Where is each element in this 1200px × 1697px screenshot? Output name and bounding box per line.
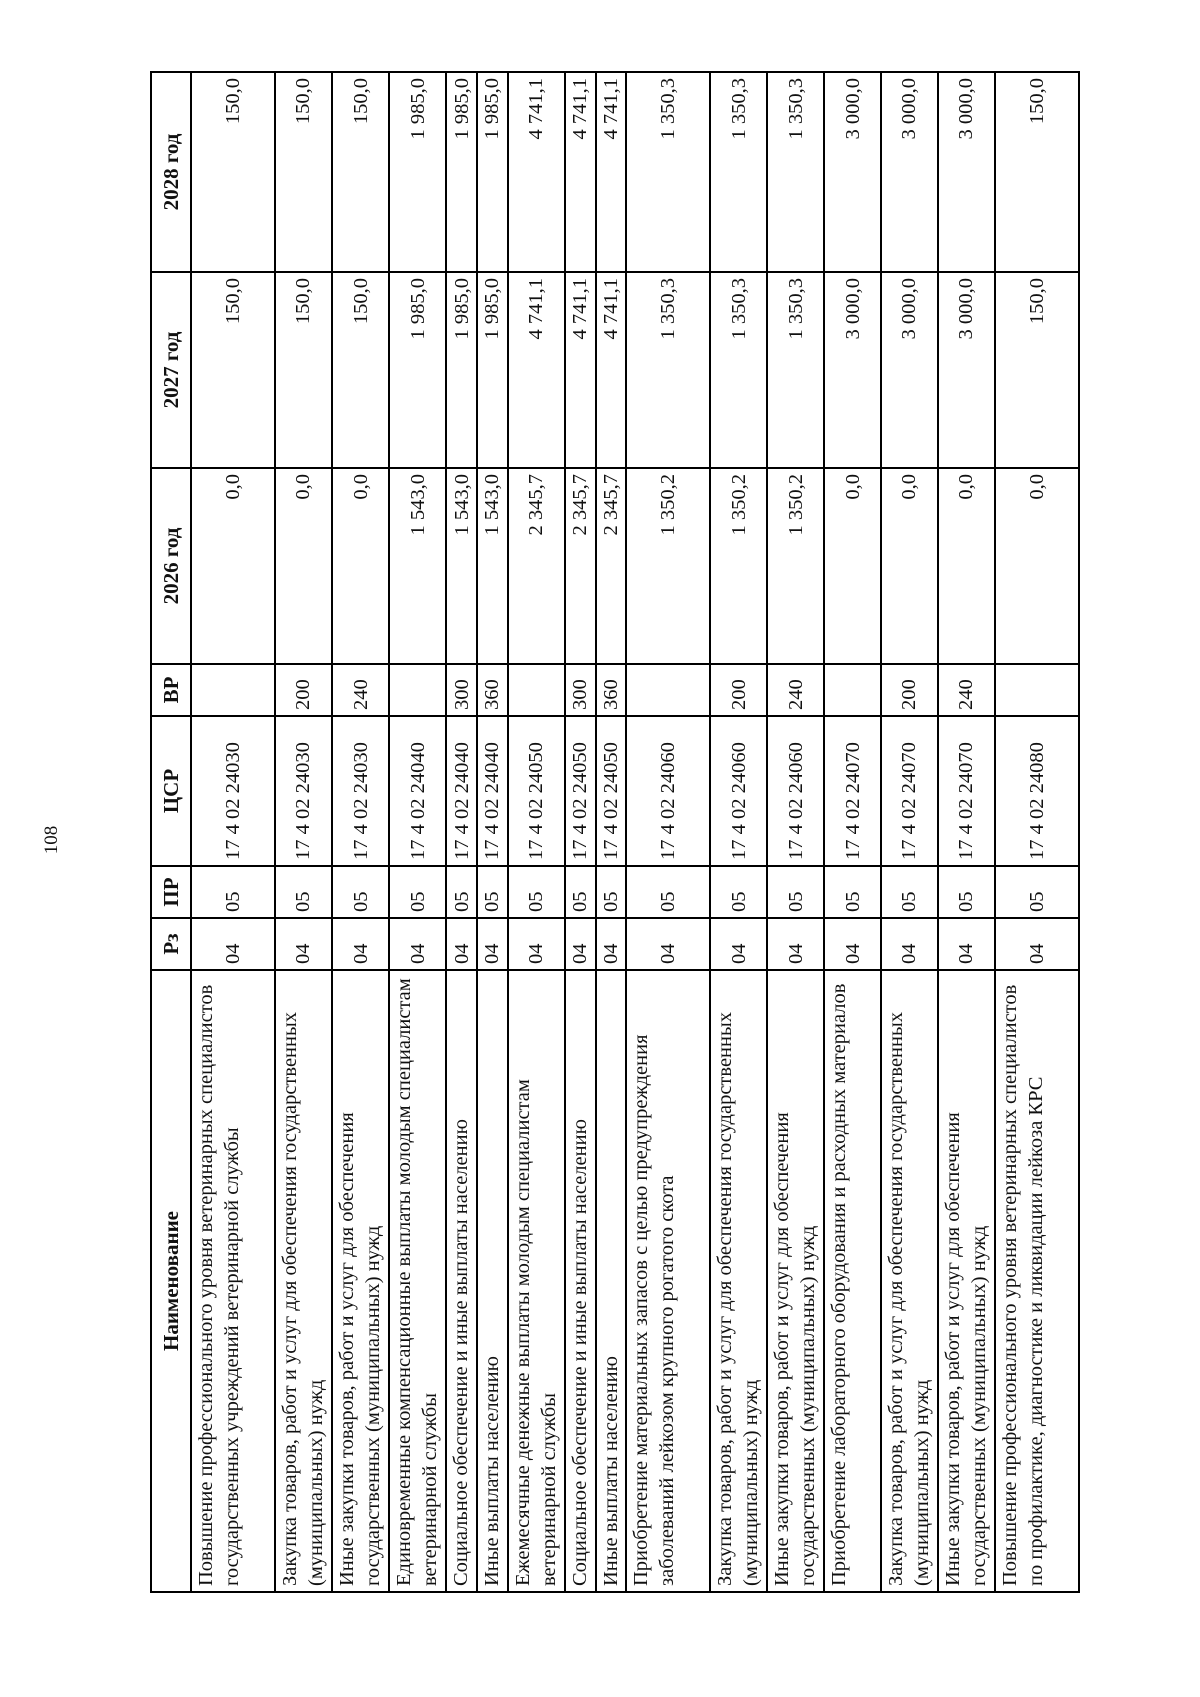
row-value-2027: 1 350,3	[710, 272, 767, 468]
row-value-2028: 150,0	[191, 72, 275, 272]
row-csr: 17 4 02 24070	[824, 716, 880, 866]
row-value-2027: 1 985,0	[446, 272, 477, 468]
row-csr: 17 4 02 24060	[626, 716, 710, 866]
row-value-2028: 3 000,0	[881, 72, 938, 272]
row-rz: 04	[824, 918, 880, 970]
row-rz: 04	[995, 918, 1079, 970]
row-pr: 05	[275, 866, 332, 918]
row-value-2026: 1 543,0	[446, 468, 477, 664]
row-vr: 240	[332, 664, 389, 716]
row-value-2027: 3 000,0	[938, 272, 995, 468]
row-vr: 200	[275, 664, 332, 716]
row-name: Социальное обеспечение и иные выплаты населению	[565, 970, 596, 1592]
row-value-2026: 1 543,0	[389, 468, 446, 664]
row-pr: 05	[477, 866, 508, 918]
row-value-2026: 0,0	[332, 468, 389, 664]
row-value-2027: 150,0	[995, 272, 1079, 468]
row-vr: 300	[446, 664, 477, 716]
row-value-2028: 4 741,1	[596, 72, 627, 272]
row-rz: 04	[477, 918, 508, 970]
row-csr: 17 4 02 24070	[938, 716, 995, 866]
row-vr	[626, 664, 710, 716]
row-pr: 05	[938, 866, 995, 918]
row-vr: 240	[938, 664, 995, 716]
row-value-2026: 2 345,7	[565, 468, 596, 664]
row-pr: 05	[332, 866, 389, 918]
row-vr	[508, 664, 565, 716]
row-value-2026: 0,0	[191, 468, 275, 664]
page-number: 108	[41, 825, 62, 855]
row-value-2028: 1 985,0	[446, 72, 477, 272]
row-value-2026: 1 350,2	[626, 468, 710, 664]
row-value-2028: 4 741,1	[508, 72, 565, 272]
table-row	[332, 72, 389, 1592]
table-row	[508, 72, 565, 1592]
row-name: Закупка товаров, работ и услуг для обеспечения государственных (муниципальных) нужд	[710, 970, 767, 1592]
row-name: Ежемесячные денежные выплаты молодым специалистам ветеринарной службы	[508, 970, 565, 1592]
row-value-2028: 1 350,3	[626, 72, 710, 272]
row-value-2026: 0,0	[881, 468, 938, 664]
row-value-2027: 150,0	[332, 272, 389, 468]
row-csr: 17 4 02 24040	[446, 716, 477, 866]
row-rz: 04	[938, 918, 995, 970]
row-value-2028: 4 741,1	[565, 72, 596, 272]
row-vr: 200	[710, 664, 767, 716]
row-value-2027: 1 350,3	[626, 272, 710, 468]
row-value-2027: 150,0	[275, 272, 332, 468]
row-vr: 300	[565, 664, 596, 716]
row-value-2027: 1 350,3	[767, 272, 824, 468]
row-csr: 17 4 02 24070	[881, 716, 938, 866]
row-name: Приобретение лабораторного оборудования и расходных материалов	[824, 970, 880, 1592]
row-name: Иные выплаты населению	[477, 970, 508, 1592]
row-name: Приобретение материальных запасов с целью предупреждения заболеваний лейкозом крупного рогатого скота	[626, 970, 710, 1592]
row-vr: 200	[881, 664, 938, 716]
row-rz: 04	[332, 918, 389, 970]
table-row	[767, 72, 824, 1592]
row-name: Закупка товаров, работ и услуг для обеспечения государственных (муниципальных) нужд	[275, 970, 332, 1592]
row-pr: 05	[565, 866, 596, 918]
row-pr: 05	[824, 866, 880, 918]
row-csr: 17 4 02 24030	[332, 716, 389, 866]
row-pr: 05	[191, 866, 275, 918]
row-value-2028: 1 350,3	[710, 72, 767, 272]
table-row	[824, 72, 880, 1592]
row-vr: 360	[596, 664, 627, 716]
row-csr: 17 4 02 24040	[389, 716, 446, 866]
row-pr: 05	[995, 866, 1079, 918]
table-row	[710, 72, 767, 1592]
row-pr: 05	[508, 866, 565, 918]
row-value-2026: 1 350,2	[767, 468, 824, 664]
rotated-page-content	[150, 73, 1080, 1593]
table-row	[275, 72, 332, 1592]
row-csr: 17 4 02 24050	[596, 716, 627, 866]
row-csr: 17 4 02 24030	[275, 716, 332, 866]
row-value-2026: 2 345,7	[508, 468, 565, 664]
header-2026: 2026 год	[151, 468, 191, 664]
row-name: Повышение профессионального уровня ветеринарных специалистов по профилактике, диагностике и ликвидации лейкоза КРС	[995, 970, 1079, 1592]
header-2028: 2028 год	[151, 72, 191, 272]
row-rz: 04	[191, 918, 275, 970]
table-row	[565, 72, 596, 1592]
row-csr: 17 4 02 24080	[995, 716, 1079, 866]
row-value-2026: 1 543,0	[477, 468, 508, 664]
header-row	[151, 72, 191, 1592]
row-csr: 17 4 02 24060	[767, 716, 824, 866]
row-value-2028: 1 985,0	[477, 72, 508, 272]
row-name: Повышение профессионального уровня ветеринарных специалистов государственных учреждений ветеринарной службы	[191, 970, 275, 1592]
row-csr: 17 4 02 24050	[565, 716, 596, 866]
table-row	[881, 72, 938, 1592]
row-vr	[824, 664, 880, 716]
row-rz: 04	[389, 918, 446, 970]
row-value-2028: 3 000,0	[938, 72, 995, 272]
row-rz: 04	[881, 918, 938, 970]
table-row	[596, 72, 627, 1592]
table-row	[938, 72, 995, 1592]
row-name: Иные закупки товаров, работ и услуг для обеспечения государственных (муниципальных) нужд	[332, 970, 389, 1592]
row-value-2028: 3 000,0	[824, 72, 880, 272]
row-rz: 04	[275, 918, 332, 970]
row-vr: 240	[767, 664, 824, 716]
row-pr: 05	[710, 866, 767, 918]
row-value-2028: 1 985,0	[389, 72, 446, 272]
row-value-2026: 0,0	[824, 468, 880, 664]
row-value-2027: 1 985,0	[477, 272, 508, 468]
row-rz: 04	[446, 918, 477, 970]
row-rz: 04	[596, 918, 627, 970]
row-name: Иные выплаты населению	[596, 970, 627, 1592]
header-pr: ПР	[151, 866, 191, 918]
row-value-2027: 4 741,1	[508, 272, 565, 468]
row-value-2026: 2 345,7	[596, 468, 627, 664]
row-value-2028: 150,0	[275, 72, 332, 272]
row-pr: 05	[626, 866, 710, 918]
table-row	[191, 72, 275, 1592]
row-vr	[191, 664, 275, 716]
row-rz: 04	[508, 918, 565, 970]
header-name: Наименование	[151, 970, 191, 1592]
header-csr: ЦСР	[151, 716, 191, 866]
row-pr: 05	[596, 866, 627, 918]
row-value-2027: 150,0	[191, 272, 275, 468]
row-rz: 04	[710, 918, 767, 970]
budget-table	[150, 71, 1080, 1593]
table-row	[995, 72, 1079, 1592]
header-2027: 2027 год	[151, 272, 191, 468]
row-value-2027: 3 000,0	[824, 272, 880, 468]
header-rz: Рз	[151, 918, 191, 970]
row-rz: 04	[565, 918, 596, 970]
row-value-2027: 1 985,0	[389, 272, 446, 468]
header-vr: ВР	[151, 664, 191, 716]
row-csr: 17 4 02 24060	[710, 716, 767, 866]
table-row	[446, 72, 477, 1592]
row-pr: 05	[767, 866, 824, 918]
table-row	[626, 72, 710, 1592]
row-rz: 04	[626, 918, 710, 970]
row-value-2026: 0,0	[275, 468, 332, 664]
row-value-2027: 3 000,0	[881, 272, 938, 468]
row-value-2027: 4 741,1	[596, 272, 627, 468]
table-row	[389, 72, 446, 1592]
table-row	[477, 72, 508, 1592]
row-vr	[389, 664, 446, 716]
row-value-2026: 0,0	[938, 468, 995, 664]
row-pr: 05	[881, 866, 938, 918]
row-value-2026: 0,0	[995, 468, 1079, 664]
row-value-2028: 150,0	[995, 72, 1079, 272]
row-name: Единовременные компенсационные выплаты молодым специалистам ветеринарной службы	[389, 970, 446, 1592]
row-value-2028: 1 350,3	[767, 72, 824, 272]
row-csr: 17 4 02 24050	[508, 716, 565, 866]
row-name: Иные закупки товаров, работ и услуг для обеспечения государственных (муниципальных) нужд	[767, 970, 824, 1592]
row-pr: 05	[446, 866, 477, 918]
row-value-2026: 1 350,2	[710, 468, 767, 664]
row-csr: 17 4 02 24030	[191, 716, 275, 866]
row-name: Иные закупки товаров, работ и услуг для обеспечения государственных (муниципальных) нужд	[938, 970, 995, 1592]
row-name: Социальное обеспечение и иные выплаты населению	[446, 970, 477, 1592]
row-vr	[995, 664, 1079, 716]
row-pr: 05	[389, 866, 446, 918]
row-name: Закупка товаров, работ и услуг для обеспечения государственных (муниципальных) нужд	[881, 970, 938, 1592]
row-value-2028: 150,0	[332, 72, 389, 272]
row-csr: 17 4 02 24040	[477, 716, 508, 866]
row-value-2027: 4 741,1	[565, 272, 596, 468]
row-vr: 360	[477, 664, 508, 716]
row-rz: 04	[767, 918, 824, 970]
